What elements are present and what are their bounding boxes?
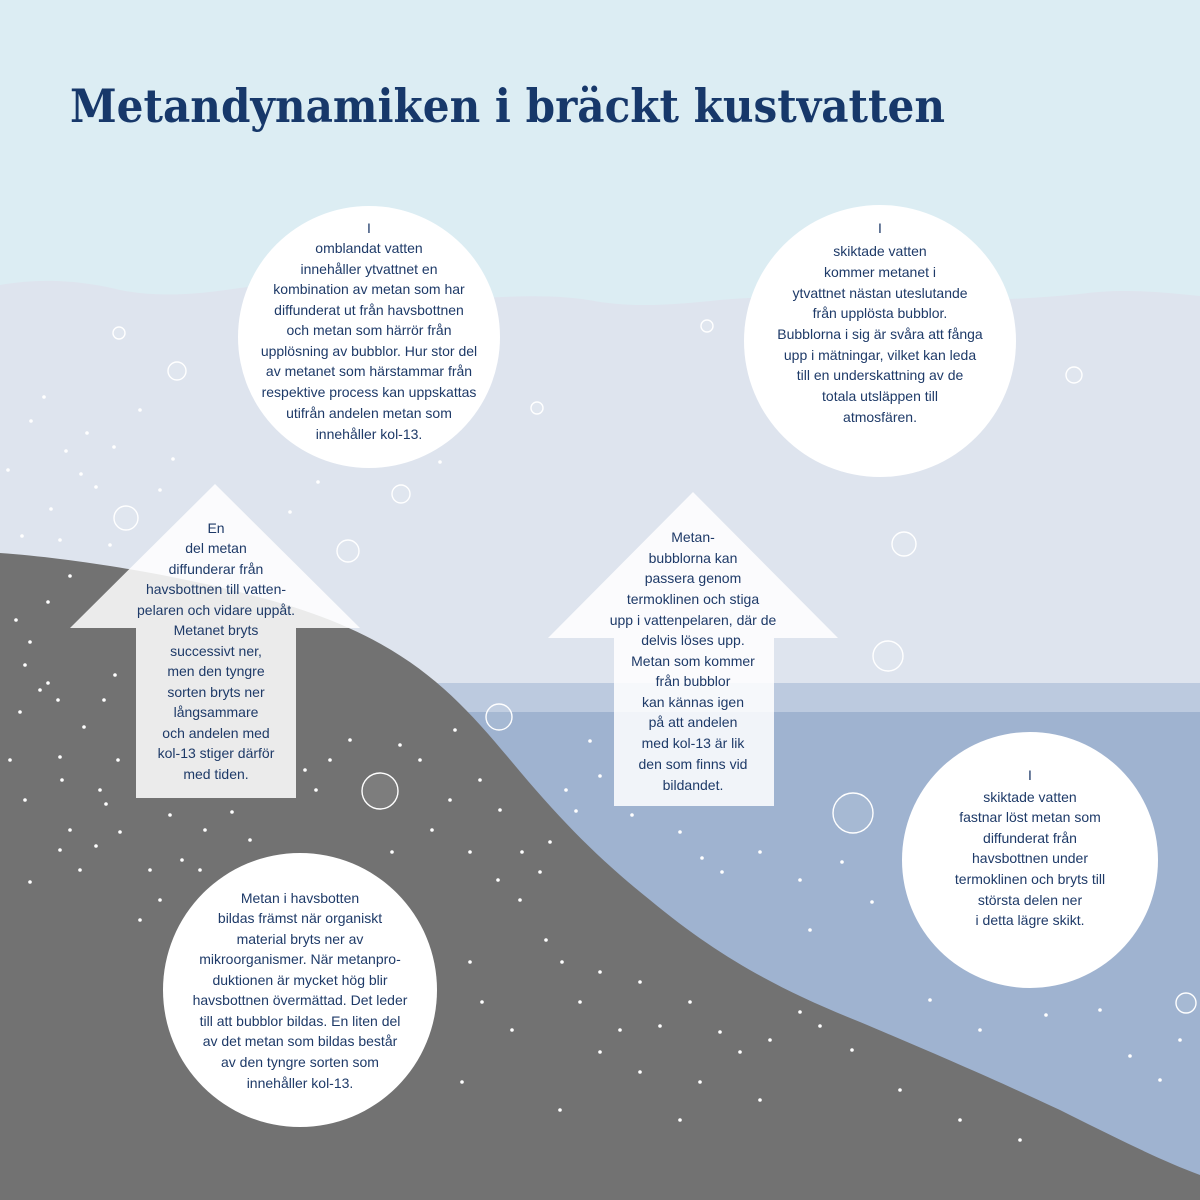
particle-dot xyxy=(1158,1078,1162,1082)
particle-dot xyxy=(49,507,53,511)
particle-dot xyxy=(94,844,98,848)
arrow-line: kol-13 stiger därför xyxy=(157,745,275,761)
arrow-line: med kol-13 är lik xyxy=(641,735,745,751)
bubble xyxy=(114,506,138,530)
arrow-line: men den tyngre xyxy=(167,663,265,679)
particle-dot xyxy=(518,898,522,902)
arrow-line: långsammare xyxy=(173,704,259,720)
info-circle-line: skiktade vatten xyxy=(833,243,927,259)
info-circle-line: av det metan som bildas består xyxy=(202,1033,398,1049)
particle-dot xyxy=(390,850,394,854)
info-circle-line: utifrån andelen metan som xyxy=(286,405,452,421)
particle-dot xyxy=(798,878,802,882)
particle-dot xyxy=(870,900,874,904)
bubble xyxy=(701,320,713,332)
arrow-line: termoklinen och stiga xyxy=(626,591,760,607)
particle-dot xyxy=(148,868,152,872)
page-title: Metandynamiken i bräckt kustvatten xyxy=(70,79,945,133)
particle-dot xyxy=(248,838,252,842)
info-circle-line: till en underskattning av de xyxy=(796,367,964,383)
info-circle-line: mikroorganismer. När metanpro- xyxy=(199,951,401,967)
particle-dot xyxy=(588,739,592,743)
bubble xyxy=(486,704,512,730)
particle-dot xyxy=(398,743,402,747)
info-circle-line: innehåller kol-13. xyxy=(315,426,423,442)
info-circle-line: skiktade vatten xyxy=(983,789,1077,805)
particle-dot xyxy=(113,673,117,677)
info-circle-line: Metan i havsbotten xyxy=(240,890,360,906)
info-circle-line: bildas främst när organiskt xyxy=(217,910,383,926)
particle-dot xyxy=(544,938,548,942)
particle-dot xyxy=(1128,1054,1132,1058)
info-circle-line: upp i mätningar, vilket kan leda xyxy=(783,347,977,363)
particle-dot xyxy=(898,1088,902,1092)
particle-dot xyxy=(29,419,33,423)
info-circle-line: diffunderat från xyxy=(983,830,1077,846)
particle-dot xyxy=(28,640,32,644)
particle-dot xyxy=(453,728,457,732)
particle-dot xyxy=(498,808,502,812)
particle-dot xyxy=(104,802,108,806)
particle-dot xyxy=(118,830,122,834)
info-circle-line: totala utsläppen till xyxy=(822,388,938,404)
particle-dot xyxy=(46,600,50,604)
particle-dot xyxy=(108,543,112,547)
particle-dot xyxy=(720,870,724,874)
arrow-line: och andelen med xyxy=(162,725,270,741)
particle-dot xyxy=(758,1098,762,1102)
particle-dot xyxy=(23,663,27,667)
info-circle-line: Bubblorna i sig är svåra att fånga xyxy=(777,326,983,342)
particle-dot xyxy=(112,445,116,449)
bubble xyxy=(168,362,186,380)
particle-dot xyxy=(58,755,62,759)
info-circle-line: till att bubblor bildas. En liten del xyxy=(199,1013,401,1029)
particle-dot xyxy=(42,395,46,399)
bubble xyxy=(1176,993,1196,1013)
particle-dot xyxy=(548,840,552,844)
particle-dot xyxy=(1044,1013,1048,1017)
arrow-line: Metan som kommer xyxy=(631,653,755,669)
particle-dot xyxy=(558,1108,562,1112)
particle-dot xyxy=(738,1050,742,1054)
particle-dot xyxy=(638,980,642,984)
bubble xyxy=(113,327,125,339)
particle-dot xyxy=(598,1050,602,1054)
info-circle-line: respektive process kan uppskattas xyxy=(261,384,477,400)
particle-dot xyxy=(560,960,564,964)
info-circle-line: I xyxy=(1028,767,1032,783)
info-circle-line: från upplösta bubblor. xyxy=(812,305,948,321)
particle-dot xyxy=(978,1028,982,1032)
particle-dot xyxy=(64,449,68,453)
particle-dot xyxy=(818,1024,822,1028)
particle-dot xyxy=(578,1000,582,1004)
arrow-line: successivt ner, xyxy=(170,643,262,659)
arrow-line: bubblorna kan xyxy=(648,550,738,566)
particle-dot xyxy=(94,485,98,489)
particle-dot xyxy=(468,850,472,854)
particle-dot xyxy=(158,898,162,902)
particle-dot xyxy=(60,778,64,782)
particle-dot xyxy=(180,858,184,862)
arrow-line: från bubblor xyxy=(655,673,731,689)
particle-dot xyxy=(678,1118,682,1122)
particle-dot xyxy=(1018,1138,1022,1142)
particle-dot xyxy=(303,768,307,772)
bubble xyxy=(392,485,410,503)
particle-dot xyxy=(958,1118,962,1122)
particle-dot xyxy=(138,408,142,412)
arrow-line: havsbottnen till vatten- xyxy=(145,581,287,597)
particle-dot xyxy=(20,534,24,538)
particle-dot xyxy=(480,1000,484,1004)
particle-dot xyxy=(700,856,704,860)
particle-dot xyxy=(448,798,452,802)
info-circle-line: termoklinen och bryts till xyxy=(954,871,1106,887)
particle-dot xyxy=(698,1080,702,1084)
info-circle-line: innehåller kol-13. xyxy=(246,1075,354,1091)
arrow-line: En xyxy=(207,520,225,536)
particle-dot xyxy=(102,698,106,702)
particle-dot xyxy=(1178,1038,1182,1042)
particle-dot xyxy=(618,1028,622,1032)
particle-dot xyxy=(328,758,332,762)
bubble xyxy=(362,773,398,809)
arrow-line: upp i vattenpelaren, där de xyxy=(609,612,777,628)
particle-dot xyxy=(78,868,82,872)
particle-dot xyxy=(768,1038,772,1042)
particle-dot xyxy=(158,488,162,492)
info-circle-line: av metanet som härstammar från xyxy=(265,363,473,379)
particle-dot xyxy=(798,1010,802,1014)
bubble xyxy=(833,793,873,833)
particle-dot xyxy=(574,809,578,813)
particle-dot xyxy=(928,998,932,1002)
particle-dot xyxy=(85,431,89,435)
bubble xyxy=(873,641,903,671)
particle-dot xyxy=(79,472,83,476)
info-circle-line: atmosfären. xyxy=(843,409,917,425)
arrow-line: den som finns vid xyxy=(638,756,748,772)
particle-dot xyxy=(850,1048,854,1052)
particle-dot xyxy=(203,828,207,832)
particle-dot xyxy=(510,1028,514,1032)
bubble xyxy=(531,402,543,414)
arrow-line: pelaren och vidare uppåt. xyxy=(137,602,295,618)
particle-dot xyxy=(418,758,422,762)
arrow-line: del metan xyxy=(185,540,247,556)
arrow-line: på att andelen xyxy=(648,714,738,730)
particle-dot xyxy=(758,850,762,854)
info-circle-line: ytvattnet nästan uteslutande xyxy=(792,285,968,301)
particle-dot xyxy=(38,688,42,692)
arrow-line: diffunderar från xyxy=(168,561,264,577)
particle-dot xyxy=(688,1000,692,1004)
particle-dot xyxy=(840,860,844,864)
particle-dot xyxy=(116,758,120,762)
bubble xyxy=(892,532,916,556)
info-circle-line: fastnar löst metan som xyxy=(959,809,1101,825)
particle-dot xyxy=(6,468,10,472)
bubble xyxy=(1066,367,1082,383)
particle-dot xyxy=(678,830,682,834)
particle-dot xyxy=(171,457,175,461)
particle-dot xyxy=(98,788,102,792)
info-circle-line: diffunderat ut från havsbottnen xyxy=(274,302,464,318)
particle-dot xyxy=(28,880,32,884)
info-circle-line: duktionen är mycket hög blir xyxy=(212,972,388,988)
arrow-line: sorten bryts ner xyxy=(167,684,265,700)
particle-dot xyxy=(168,813,172,817)
particle-dot xyxy=(430,828,434,832)
particle-dot xyxy=(56,698,60,702)
particle-dot xyxy=(658,1024,662,1028)
particle-dot xyxy=(316,480,320,484)
info-circle-line: havsbottnen övermättad. Det leder xyxy=(192,992,408,1008)
particle-dot xyxy=(348,738,352,742)
arrow-line: passera genom xyxy=(644,570,742,586)
particle-dot xyxy=(638,1070,642,1074)
particle-dot xyxy=(314,788,318,792)
info-circle-line: i detta lägre skikt. xyxy=(975,912,1085,928)
particle-dot xyxy=(58,848,62,852)
info-circle-line: I xyxy=(878,220,882,236)
particle-dot xyxy=(630,813,634,817)
particle-dot xyxy=(23,798,27,802)
particle-dot xyxy=(468,960,472,964)
particle-dot xyxy=(1098,1008,1102,1012)
arrow-line: med tiden. xyxy=(183,766,249,782)
info-circle-line: kombination av metan som har xyxy=(273,281,465,297)
particle-dot xyxy=(198,868,202,872)
particle-dot xyxy=(68,574,72,578)
particle-dot xyxy=(478,778,482,782)
arrow-line: Metanet bryts xyxy=(173,622,259,638)
particle-dot xyxy=(598,774,602,778)
particle-dot xyxy=(438,460,442,464)
particle-dot xyxy=(18,710,22,714)
arrow-line: bildandet. xyxy=(662,777,724,793)
particle-dot xyxy=(598,970,602,974)
particle-dot xyxy=(58,538,62,542)
particle-dot xyxy=(46,681,50,685)
info-circle-line: största delen ner xyxy=(977,892,1083,908)
info-circle-line: I xyxy=(367,220,371,236)
particle-dot xyxy=(808,928,812,932)
particle-dot xyxy=(8,758,12,762)
particle-dot xyxy=(496,878,500,882)
particle-dot xyxy=(520,850,524,854)
info-circle-line: omblandat vatten xyxy=(315,240,423,256)
info-circle-line: kommer metanet i xyxy=(823,264,937,280)
particle-dot xyxy=(68,828,72,832)
particle-dot xyxy=(718,1030,722,1034)
info-circle-line: och metan som härrör från xyxy=(286,322,452,338)
particle-dot xyxy=(82,725,86,729)
arrow-line: Metan- xyxy=(671,529,715,545)
info-circle-line: av den tyngre sorten som xyxy=(221,1054,379,1070)
info-circle-line: material bryts ner av xyxy=(236,931,364,947)
particle-dot xyxy=(14,618,18,622)
particle-dot xyxy=(288,510,292,514)
particle-dot xyxy=(138,918,142,922)
particle-dot xyxy=(230,810,234,814)
arrow-line: kan kännas igen xyxy=(642,694,744,710)
info-circle-line: upplösning av bubblor. Hur stor del xyxy=(260,343,478,359)
arrow-line: delvis löses upp. xyxy=(641,632,745,648)
particle-dot xyxy=(538,870,542,874)
particle-dot xyxy=(564,788,568,792)
bubble xyxy=(337,540,359,562)
particle-dot xyxy=(460,1080,464,1084)
info-circle-line: havsbottnen under xyxy=(972,850,1088,866)
info-circle-line: innehåller ytvattnet en xyxy=(300,261,438,277)
